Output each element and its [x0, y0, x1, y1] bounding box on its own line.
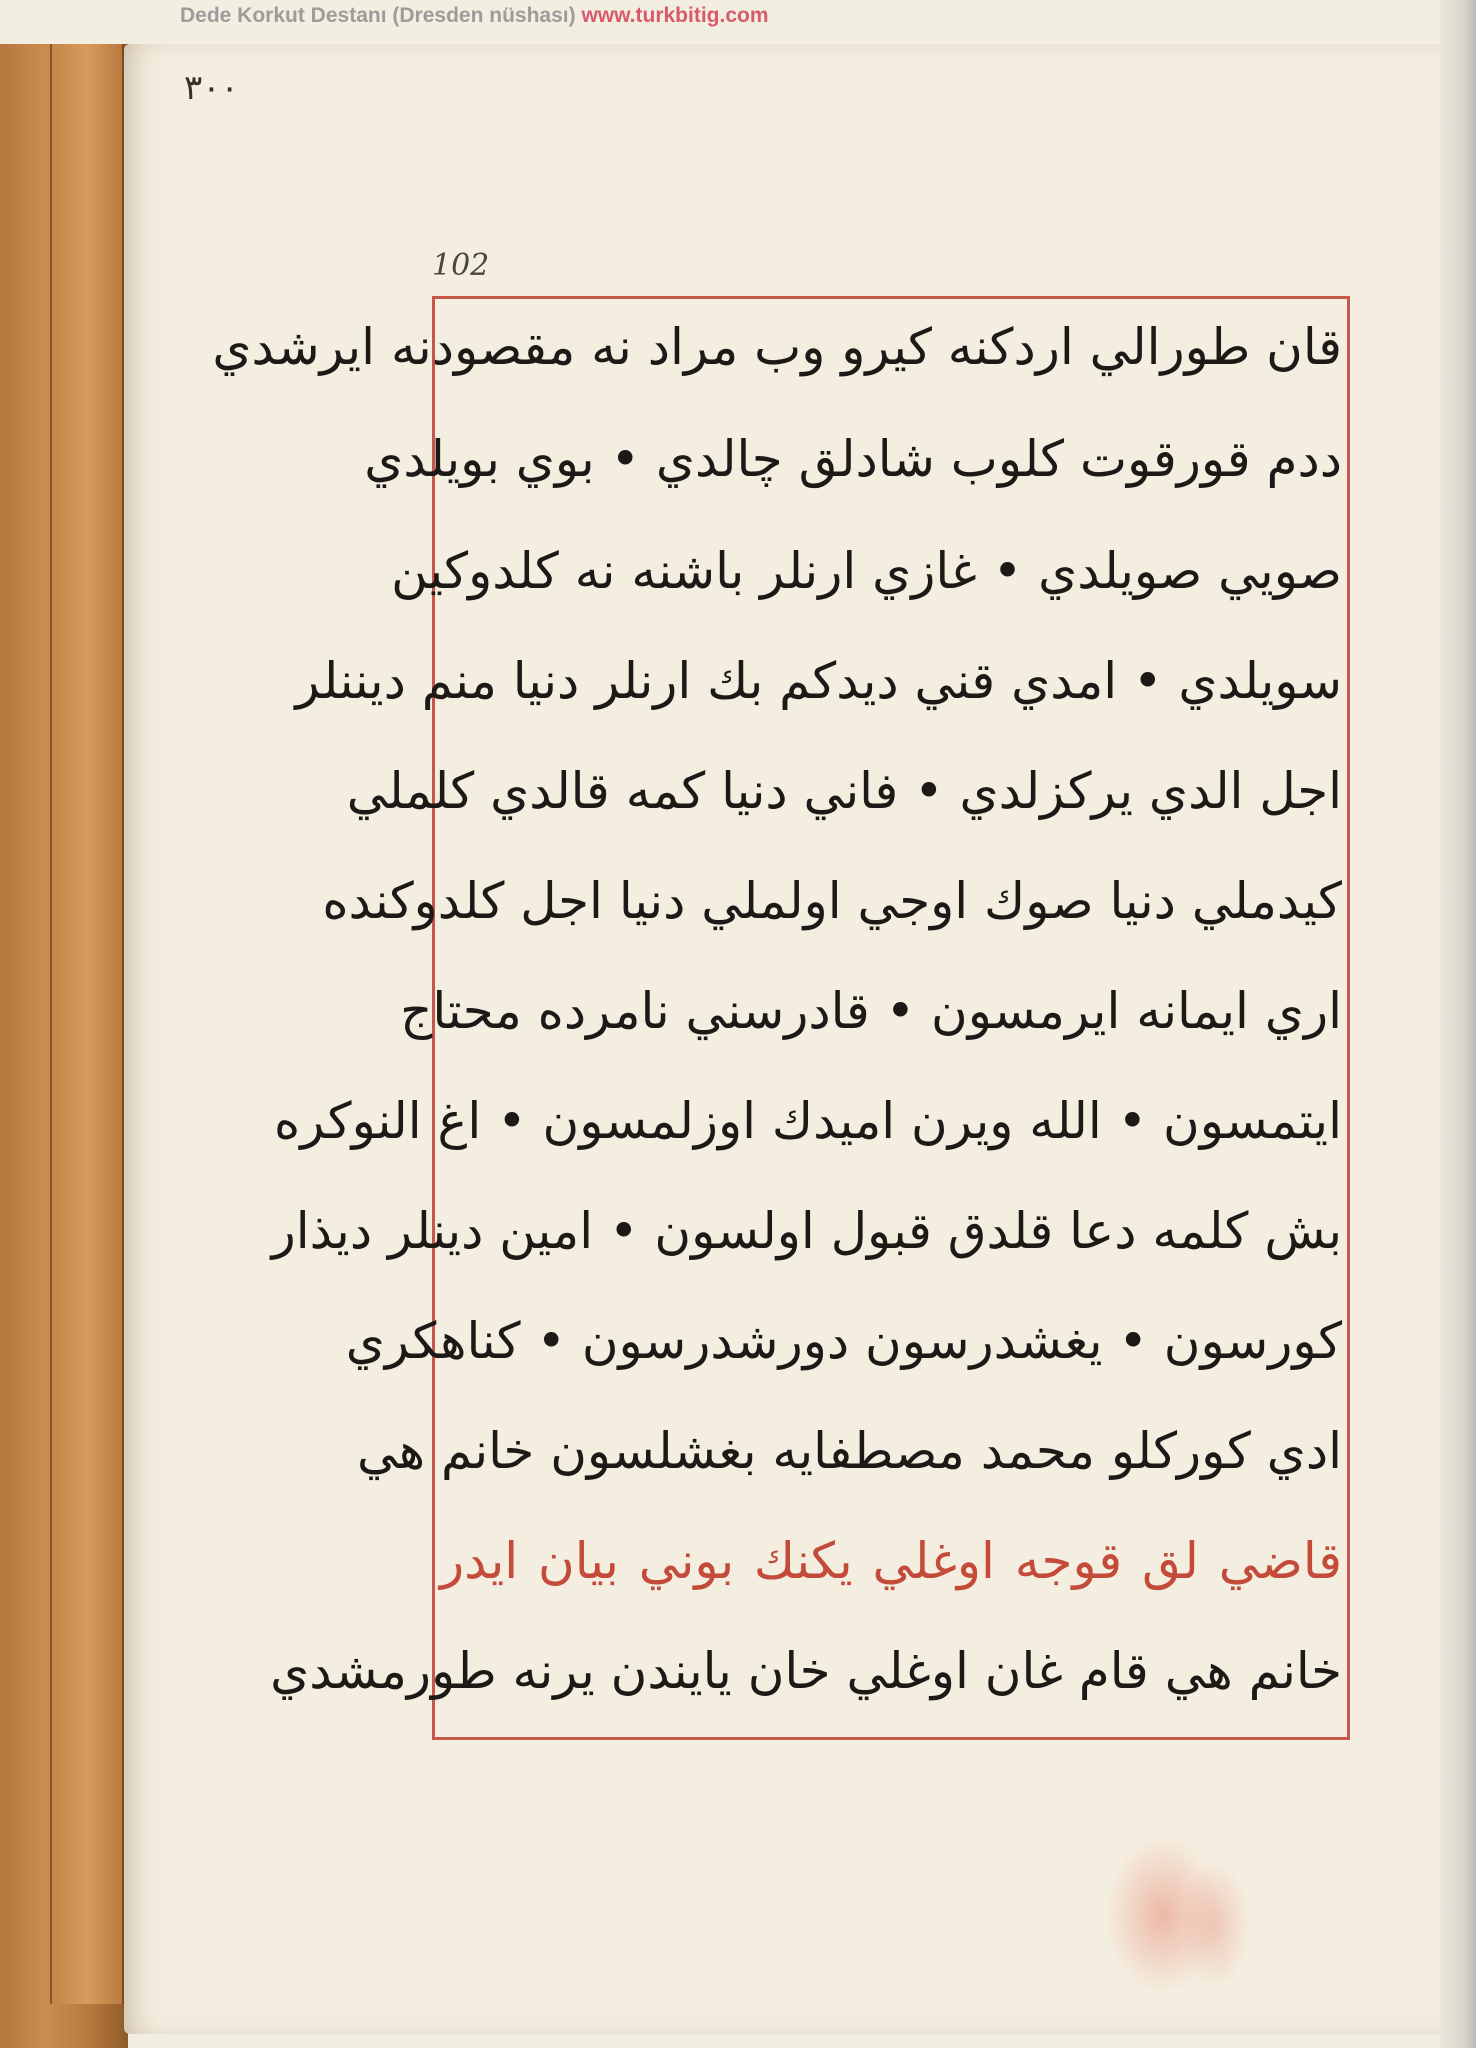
text-line: كيدملي دنيا صوك اوجي اولملي دنيا اجل كلدوكنده: [322, 872, 1342, 930]
text-line: كورسون • يغشدرسون دورشدرسون • كناهكري: [345, 1312, 1342, 1370]
text-line: صويي صويلدي • غازي ارنلر باشنه نه كلدوكين: [391, 542, 1342, 600]
text-line: ايتمسون • الله ويرن اميدك اوزلمسون • اغ النوكره: [274, 1092, 1342, 1150]
text-line: اجل الدي يركزلدي • فاني دنيا كمه قالدي كلملي: [346, 762, 1342, 820]
text-line: بش كلمه دعا قلدق قبول اولسون • امين دينلر ديذار: [271, 1202, 1342, 1260]
red-ink-stain: [1180, 1860, 1250, 1990]
pencil-page-number: 102: [432, 248, 490, 283]
page-edge: [1440, 0, 1476, 2048]
rubric-heading-line: قاضي لق قوجه اوغلي يكنك بوني بيان ايدر: [440, 1532, 1342, 1590]
text-line: خانم هي قام غان اوغلي خان يايندن يرنه طورمشدي: [270, 1642, 1342, 1700]
watermark-title: Dede Korkut Destanı (Dresden nüshası): [180, 4, 576, 27]
text-line: سويلدي • امدي قني ديدكم بك ارنلر دنيا منم ديننلر: [295, 652, 1342, 710]
watermark: [180, 4, 769, 28]
folio-number: ٣٠٠: [184, 68, 239, 108]
text-line: ددم قورقوت كلوب شادلق چالدي • بوي بويلدي: [364, 430, 1342, 488]
text-line: ادي كوركلو محمد مصطفايه بغشلسون خانم هي: [357, 1422, 1342, 1480]
watermark-url[interactable]: www.turkbitig.com: [581, 4, 769, 27]
text-line: قان طورالي اردكنه كيرو وب مراد نه مقصودنه ايرشدي: [212, 318, 1342, 376]
text-line: اري ايمانه ايرمسون • قادرسني نامرده محتاج: [400, 982, 1342, 1040]
book-spine-band: [50, 44, 124, 2004]
